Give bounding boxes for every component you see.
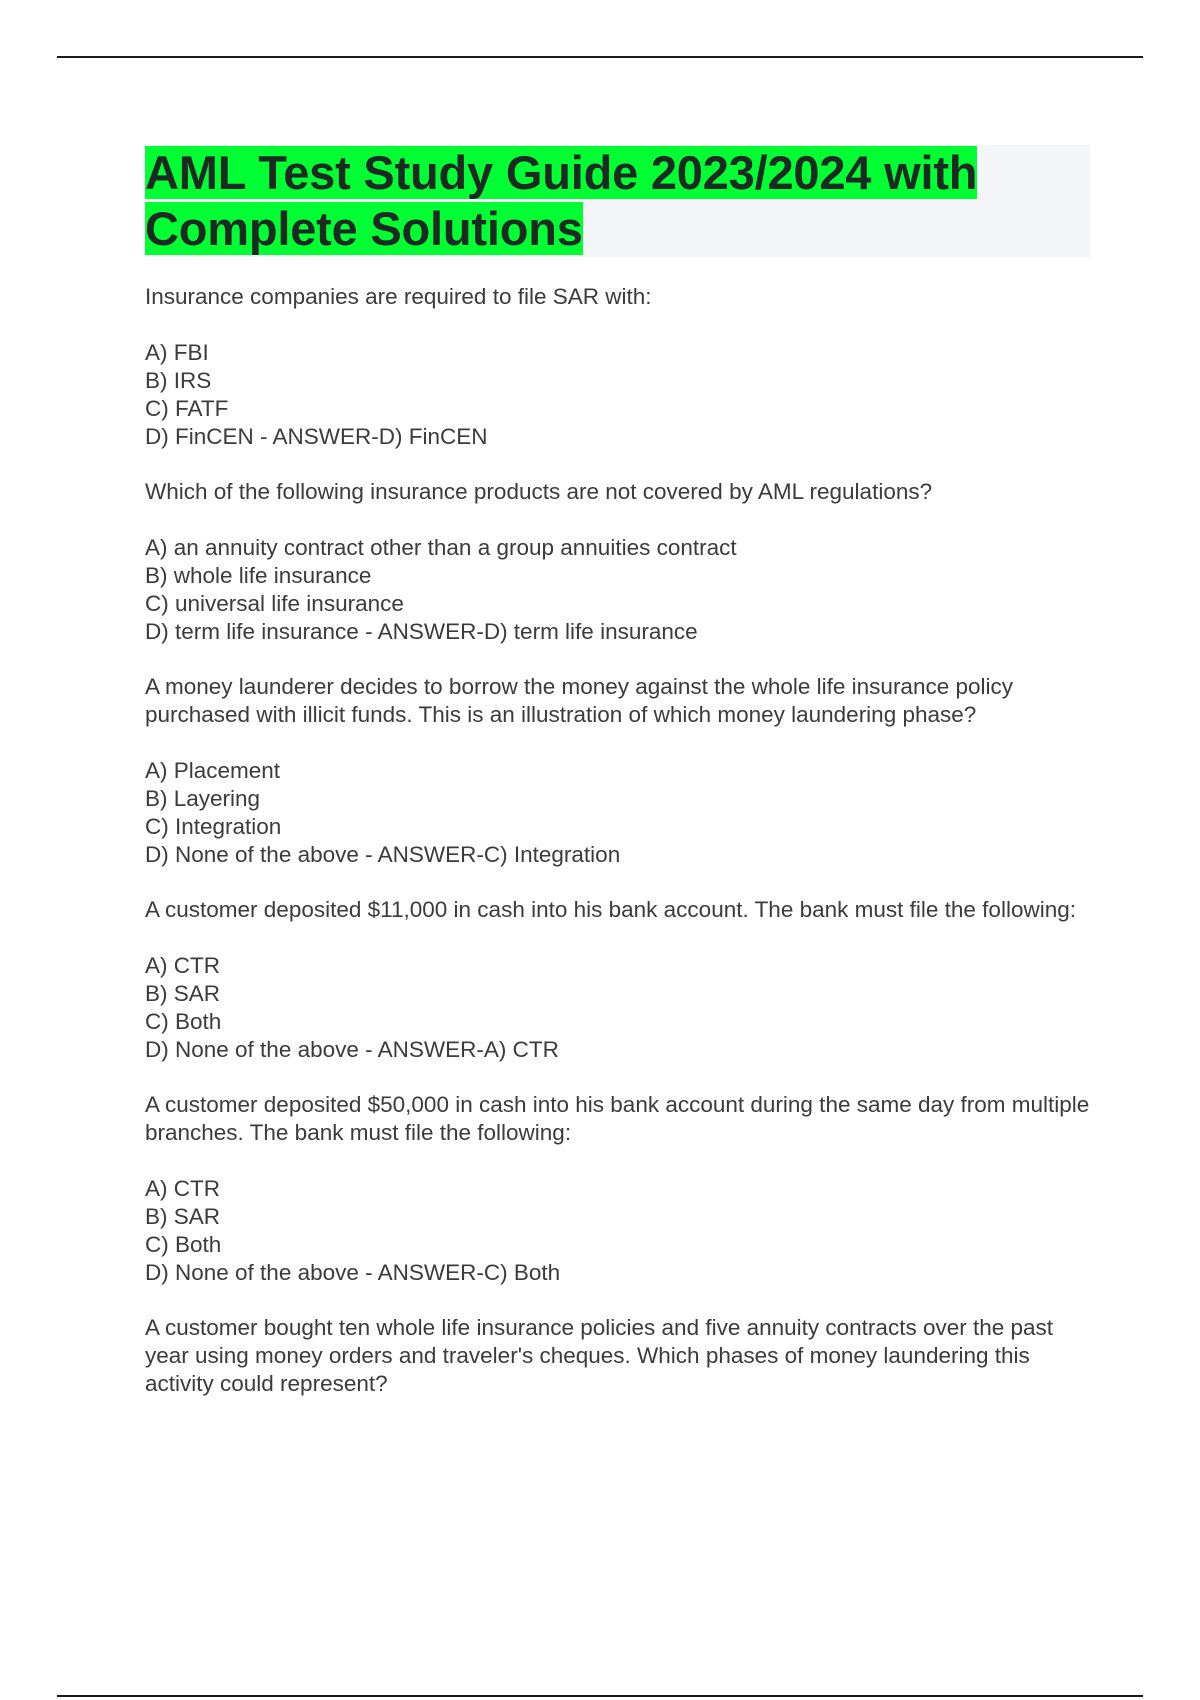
question-text: A money launderer decides to borrow the money against the whole life insurance policy purchased with illicit funds. This is an illustration of which money laundering phase? [145, 674, 1020, 727]
question-block [145, 283, 1090, 451]
title-line-2: Complete Solutions [145, 202, 583, 255]
question-block [145, 673, 1090, 869]
document-title [145, 145, 1090, 257]
answer-option: D) None of the above - ANSWER-C) Both [145, 1260, 561, 1285]
answer-option: A) an annuity contract other than a group annuities contract [145, 535, 737, 560]
answer-option: D) None of the above - ANSWER-C) Integration [145, 842, 621, 867]
answer-option: C) Both [145, 1009, 222, 1034]
question-block [145, 478, 1090, 646]
question-block [145, 1091, 1096, 1287]
answer-options [145, 1175, 1090, 1287]
question-text: A customer deposited $11,000 in cash into his bank account. The bank must file the following: [145, 897, 1076, 922]
top-rule [57, 56, 1143, 58]
answer-option: B) Layering [145, 786, 261, 811]
question-text: Which of the following insurance products are not covered by AML regulations? [145, 479, 933, 504]
title-block [145, 145, 1090, 257]
question-list [145, 283, 1096, 1398]
question-block [145, 896, 1090, 1064]
question-text: A customer deposited $50,000 in cash into his bank account during the same day from multiple branches. The bank must file the following: [145, 1092, 1096, 1145]
answer-option: A) FBI [145, 340, 209, 365]
answer-option: B) SAR [145, 981, 221, 1006]
answer-option: D) term life insurance - ANSWER-D) term life insurance [145, 619, 698, 644]
answer-options [145, 339, 1090, 451]
question-text: Insurance companies are required to file SAR with: [145, 284, 652, 309]
answer-option: B) SAR [145, 1204, 221, 1229]
answer-option: A) Placement [145, 758, 281, 783]
document-body [145, 145, 1096, 1426]
answer-option: A) CTR [145, 1176, 220, 1201]
answer-option: D) None of the above - ANSWER-A) CTR [145, 1037, 559, 1062]
question-text: A customer bought ten whole life insurance policies and five annuity contracts over the past year using money orders and traveler's cheques. Which phases of money laundering this activity could represent? [145, 1315, 1060, 1396]
answer-option: B) whole life insurance [145, 563, 372, 588]
answer-option: D) FinCEN - ANSWER-D) FinCEN [145, 424, 488, 449]
answer-option: C) FATF [145, 396, 229, 421]
answer-option: C) Integration [145, 814, 282, 839]
title-line-1: AML Test Study Guide 2023/2024 with [145, 146, 978, 199]
answer-option: B) IRS [145, 368, 212, 393]
answer-options [145, 952, 1090, 1064]
bottom-rule [57, 1695, 1143, 1697]
answer-options [145, 757, 1090, 869]
answer-option: C) universal life insurance [145, 591, 404, 616]
answer-option: C) Both [145, 1232, 222, 1257]
answer-options [145, 534, 1090, 646]
answer-option: A) CTR [145, 953, 220, 978]
question-block [145, 1314, 1090, 1398]
